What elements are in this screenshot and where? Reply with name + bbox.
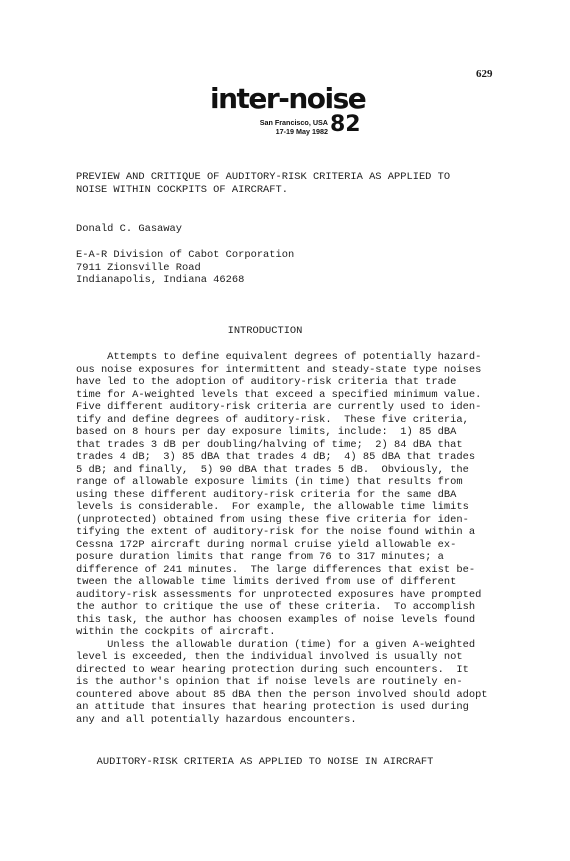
body-line: Cessna 172P aircraft during normal cruise yield allowable ex-	[76, 538, 457, 551]
body-line: based on 8 hours per day exposure limits, include: 1) 85 dBA	[76, 426, 457, 438]
author-name: Donald C. Gasaway	[76, 223, 183, 235]
logo-dates: 17-19 May 1982	[275, 126, 328, 136]
body-line: levels is considerable. For example, the allowable time limits	[76, 501, 469, 513]
logo-year: 82	[330, 112, 361, 137]
body-text	[76, 351, 506, 726]
body-line: tify and define degrees of auditory-risk. These five criteria,	[76, 413, 469, 426]
body-line: within the cockpits of aircraft.	[76, 626, 276, 638]
body-line: Unless the allowable duration (time) for a given A-weighted	[76, 638, 476, 651]
body-line: range of allowable exposure limits (in time) that results from	[76, 476, 463, 488]
body-line: Attempts to define equivalent degrees of potentially hazard-	[76, 351, 482, 363]
body-line: ous noise exposures for intermittent and steady-state type noises	[76, 363, 482, 376]
body-line: Five different auditory-risk criteria are currently used to iden-	[76, 401, 482, 413]
logo-location: San Francisco, USA	[259, 118, 328, 127]
body-line: difference of 241 minutes. The large differences that exist be-	[76, 563, 476, 576]
body-line: is the author's opinion that if noise levels are routinely en-	[76, 676, 463, 688]
body-line: posure duration limits that range from 76 to 317 minutes; a	[76, 551, 444, 563]
body-line: an attitude that insures that hearing protection is used during	[76, 701, 469, 713]
body-line: (unprotected) obtained from using these five criteria for iden-	[76, 513, 469, 526]
body-line: the author to critique the use of these criteria. To accomplish	[76, 601, 476, 613]
logo-location-block	[248, 119, 328, 136]
title-line: NOISE WITHIN COCKPITS OF AIRCRAFT.	[76, 183, 289, 196]
affiliation-line: E-A-R Division of Cabot Corporation	[76, 249, 295, 261]
body-line: level is exceeded, then the individual involved is usually not	[76, 651, 463, 663]
body-line: time for A-weighted levels that exceed a specified minimum value.	[76, 388, 482, 401]
section-heading-next: AUDITORY-RISK CRITERIA AS APPLIED TO NOISE IN AIRCRAFT	[96, 756, 434, 768]
affiliation-line: Indianapolis, Indiana 46268	[76, 274, 245, 286]
body-line: tween the allowable time limits derived from use of different	[76, 576, 457, 588]
body-line: countered above about 85 dBA then the person involved should adopt	[76, 688, 488, 701]
affiliation-line: 7911 Zionsville Road	[76, 261, 201, 274]
body-line: using these different auditory-risk criteria for the same dBA	[76, 488, 457, 501]
page-number: 629	[476, 68, 493, 80]
body-line: tifying the extent of auditory-risk for the noise found within a	[76, 526, 476, 538]
body-line: 5 dB; and finally, 5) 90 dBA that trades 5 dB. Obviously, the	[76, 463, 469, 476]
body-line: any and all potentially hazardous encounters.	[76, 713, 357, 726]
paper-title	[76, 171, 496, 196]
body-line: directed to wear hearing protection during such encounters. It	[76, 663, 469, 676]
body-line: that trades 3 dB per doubling/halving of time; 2) 84 dBA that	[76, 438, 463, 451]
body-line: trades 4 dB; 3) 85 dBA that trades 4 dB; 4) 85 dBA that trades	[76, 451, 476, 463]
conference-logo	[210, 84, 370, 142]
body-line: this task, the author has choosen examples of noise levels found	[76, 613, 476, 626]
body-line: have led to the adoption of auditory-risk criteria that trade	[76, 376, 457, 388]
section-heading: INTRODUCTION	[227, 325, 303, 337]
logo-wordmark: inter-noise	[210, 82, 366, 115]
affiliation	[76, 249, 294, 287]
title-line: PREVIEW AND CRITIQUE OF AUDITORY-RISK CRITERIA AS APPLIED TO	[76, 171, 451, 183]
body-line: auditory-risk assessments for unprotected exposures have prompted	[76, 588, 482, 601]
